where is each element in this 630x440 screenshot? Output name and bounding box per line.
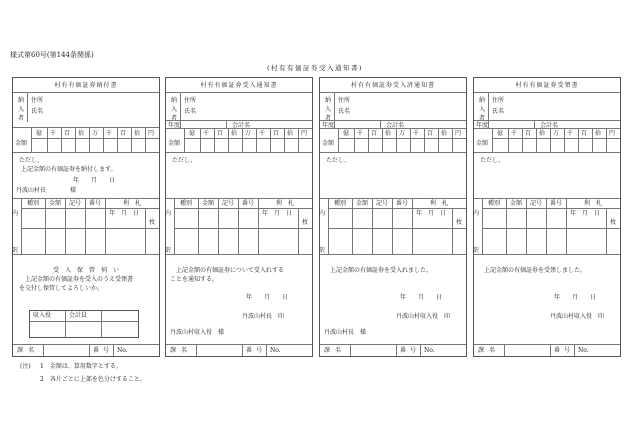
- column-header: 金額: [48, 200, 61, 207]
- rule-line: [328, 208, 466, 209]
- rule-line: [550, 344, 551, 356]
- column-header: 記号: [529, 200, 542, 207]
- column-header: 金額: [201, 200, 214, 207]
- digit-header: 万: [399, 130, 406, 137]
- rule-line: [145, 208, 146, 254]
- rule-line: [328, 228, 466, 229]
- rule-line: [474, 128, 620, 129]
- column-header: 金額: [355, 200, 368, 207]
- proviso-label: ただし、: [480, 157, 505, 164]
- column-header: 利 札: [122, 200, 141, 207]
- digit-header: 千: [50, 130, 57, 137]
- digit-header: 拾: [595, 130, 602, 137]
- rule-line: [474, 92, 620, 93]
- name-label: 氏名: [338, 108, 351, 115]
- rule-line: [242, 344, 243, 356]
- rule-line: [21, 228, 159, 229]
- rule-line: [166, 344, 312, 345]
- signer: 丹波山村長 印: [242, 313, 285, 320]
- addressee: 丹波山村収入役 様: [170, 329, 225, 336]
- rule-line: [166, 128, 312, 129]
- footer-section: 課名: [170, 347, 193, 354]
- rule-line: [75, 128, 76, 152]
- footer-number: 番号: [93, 347, 114, 354]
- digit-header: 千: [511, 130, 518, 137]
- rule-line: [410, 128, 411, 152]
- address-label: 住所: [492, 97, 505, 104]
- rule-line: [13, 127, 159, 128]
- column-header: 種別: [487, 200, 500, 207]
- digit-header: 億: [36, 130, 43, 137]
- rule-line: [184, 138, 312, 139]
- rule-line: [488, 120, 489, 128]
- digit-header: 拾: [134, 130, 141, 137]
- rule-line: [166, 152, 312, 153]
- rule-line: [474, 254, 620, 255]
- seal-label-accountant: 会計員: [69, 312, 88, 319]
- rule-line: [338, 128, 339, 152]
- rule-line: [180, 92, 181, 122]
- rule-line: [452, 128, 453, 152]
- coupon-count: 枚: [610, 219, 617, 226]
- footer-no: No.: [578, 347, 589, 354]
- signer: 丹波山村収入役 印: [396, 313, 451, 320]
- breakdown-label-bottom: 訳: [165, 247, 172, 254]
- receipt-text: 上記金額の有価証券を受領しました。: [484, 267, 587, 274]
- form-number: 様式第60号(第144条関係): [10, 51, 94, 59]
- rule-line: [380, 120, 381, 128]
- rule-line: [284, 128, 285, 152]
- column-header: 種別: [179, 200, 192, 207]
- coupon-date: 年 月 日: [570, 210, 601, 217]
- rule-line: [474, 344, 620, 345]
- rule-line: [368, 128, 369, 152]
- digit-header: 百: [427, 130, 434, 137]
- digit-header: 拾: [539, 130, 546, 137]
- amount-label: 金額: [476, 140, 489, 147]
- rule-line: [338, 138, 466, 139]
- date-line: 年 月 日: [554, 294, 597, 301]
- rule-line: [320, 128, 466, 129]
- rule-line: [424, 128, 425, 152]
- digit-header: 百: [273, 130, 280, 137]
- rule-line: [522, 128, 523, 152]
- coupon-count: 枚: [456, 219, 463, 226]
- rule-line: [452, 208, 453, 254]
- rule-line: [504, 344, 505, 356]
- rule-line: [166, 254, 312, 255]
- date-line: 年 月 日: [73, 177, 116, 184]
- rule-line: [13, 254, 159, 255]
- digit-header: 万: [553, 130, 560, 137]
- note-item-2: 2 各片ごとに上部を色分けすること。: [40, 376, 146, 383]
- digit-header: 万: [92, 130, 99, 137]
- rule-line: [256, 128, 257, 152]
- rule-line: [200, 128, 201, 152]
- panel-title: 村有有価証券受領書: [515, 82, 579, 89]
- footer-section: 課名: [478, 347, 501, 354]
- digit-header: 千: [357, 130, 364, 137]
- rule-line: [13, 152, 159, 153]
- digit-header: 万: [245, 130, 252, 137]
- digit-header: 千: [413, 130, 420, 137]
- rule-line: [482, 228, 620, 229]
- signer: 丹波山村収入役 印: [550, 313, 605, 320]
- digit-header: 百: [371, 130, 378, 137]
- addressee: 丹波山村長 様: [16, 187, 77, 194]
- rule-line: [214, 128, 215, 152]
- payer-label: 納入者: [325, 97, 332, 122]
- footer-no: No.: [424, 347, 435, 354]
- name-label: 氏名: [492, 108, 505, 115]
- digit-header: 億: [497, 130, 504, 137]
- payer-label: 納入者: [18, 97, 25, 122]
- rule-line: [13, 198, 159, 199]
- proviso-label: ただし、: [326, 157, 351, 164]
- digit-header: 百: [525, 130, 532, 137]
- rule-line: [396, 344, 397, 356]
- rule-line: [21, 208, 159, 209]
- coupon-date: 年 月 日: [262, 210, 293, 217]
- year-label: 年度: [168, 122, 181, 129]
- notes-label: (注): [20, 363, 31, 370]
- request-title: 受 入 保 管 伺 い: [52, 267, 119, 274]
- rule-line: [266, 344, 267, 356]
- digit-header: 百: [217, 130, 224, 137]
- column-header: 記号: [221, 200, 234, 207]
- digit-header: 億: [189, 130, 196, 137]
- digit-header: 千: [259, 130, 266, 137]
- rule-line: [492, 138, 620, 139]
- address-label: 住所: [31, 97, 44, 104]
- date-line: 年 月 日: [246, 294, 289, 301]
- rule-line: [145, 128, 146, 152]
- notice-text-1: 上記金額の有価証券を受入れました。: [330, 267, 433, 274]
- rule-line: [474, 198, 620, 199]
- rule-line: [13, 92, 159, 93]
- notice-text-1: 上記金額の有価証券について受入れする: [176, 267, 284, 274]
- addressee: 丹波山村長 様: [324, 329, 367, 336]
- column-header: 金額: [509, 200, 522, 207]
- account-label: 会計名: [232, 122, 251, 129]
- address-label: 住所: [184, 97, 197, 104]
- rule-line: [474, 152, 620, 153]
- date-line: 年 月 日: [400, 294, 443, 301]
- panel-title: 村有有価証券受入通知書: [200, 82, 278, 89]
- year-label: 年度: [322, 122, 335, 129]
- rule-line: [564, 128, 565, 152]
- digit-header: 千: [567, 130, 574, 137]
- rule-line: [89, 344, 90, 356]
- coupon-date: 年 月 日: [109, 210, 140, 217]
- year-label: 年度: [476, 122, 489, 129]
- column-header: 利 札: [275, 200, 294, 207]
- rule-line: [65, 310, 66, 338]
- seal-label-treasurer: 収入役: [33, 312, 52, 319]
- rule-line: [592, 128, 593, 152]
- rule-line: [534, 120, 535, 128]
- column-header: 種別: [333, 200, 346, 207]
- digit-header: 千: [203, 130, 210, 137]
- rule-line: [350, 344, 351, 356]
- panel-2: [165, 77, 313, 357]
- digit-header: 拾: [441, 130, 448, 137]
- rule-line: [47, 128, 48, 152]
- rule-line: [420, 344, 421, 356]
- rule-line: [298, 208, 299, 254]
- column-header: 利 札: [429, 200, 448, 207]
- column-header: 記号: [68, 200, 81, 207]
- note-item-1: 1 金額は、算用数字とする。: [40, 363, 122, 370]
- account-label: 会計名: [540, 122, 559, 129]
- column-header: 利 札: [583, 200, 602, 207]
- rule-line: [27, 92, 28, 122]
- rule-line: [131, 128, 132, 152]
- rule-line: [474, 120, 620, 121]
- name-label: 氏名: [31, 108, 44, 115]
- rule-line: [382, 128, 383, 152]
- digit-header: 円: [301, 130, 308, 137]
- coupon-count: 枚: [149, 219, 156, 226]
- digit-header: 百: [581, 130, 588, 137]
- digit-header: 拾: [231, 130, 238, 137]
- panel-title: 村有有価証券納付書: [54, 82, 118, 89]
- column-header: 番号: [88, 200, 101, 207]
- digit-header: 円: [455, 130, 462, 137]
- payer-label: 納入者: [479, 97, 486, 122]
- rule-line: [196, 344, 197, 356]
- rule-line: [482, 208, 620, 209]
- amount-label: 金額: [322, 140, 335, 147]
- proviso-label: ただし、: [19, 157, 44, 164]
- footer-no: No.: [117, 347, 128, 354]
- rule-line: [113, 344, 114, 356]
- account-label: 会計名: [386, 122, 405, 129]
- rule-line: [174, 228, 312, 229]
- rule-line: [226, 120, 227, 128]
- rule-line: [174, 208, 312, 209]
- footer-number: 番号: [554, 347, 575, 354]
- coupon-count: 枚: [302, 219, 309, 226]
- digit-header: 拾: [78, 130, 85, 137]
- digit-header: 円: [609, 130, 616, 137]
- rule-line: [606, 128, 607, 152]
- breakdown-label-top: 内: [473, 210, 480, 217]
- request-text-1: 上記金額の有価証券を受入のうえ受領書: [25, 276, 134, 283]
- amount-label: 金額: [15, 140, 28, 147]
- proviso-label: ただし、: [172, 157, 197, 164]
- rule-line: [334, 120, 335, 128]
- footer-no: No.: [270, 347, 281, 354]
- rule-line: [180, 120, 181, 128]
- breakdown-label-top: 内: [12, 210, 19, 217]
- rule-line: [270, 128, 271, 152]
- panel-1: [12, 77, 160, 357]
- breakdown-label-bottom: 訳: [319, 247, 326, 254]
- rule-line: [13, 344, 159, 345]
- amount-label: 金額: [168, 140, 181, 147]
- rule-line: [492, 128, 493, 152]
- breakdown-label-bottom: 訳: [12, 247, 19, 254]
- panel-3: [319, 77, 467, 357]
- payer-label: 納入者: [171, 97, 178, 122]
- digit-header: 億: [343, 130, 350, 137]
- rule-line: [536, 128, 537, 152]
- panel-4: [473, 77, 621, 357]
- address-label: 住所: [338, 97, 351, 104]
- digit-header: 百: [120, 130, 127, 137]
- digit-header: 拾: [385, 130, 392, 137]
- notice-text-2: ことを通知する。: [170, 276, 219, 283]
- footer-section: 課名: [324, 347, 347, 354]
- rule-line: [166, 92, 312, 93]
- rule-line: [550, 128, 551, 152]
- rule-line: [438, 128, 439, 152]
- rule-line: [61, 128, 62, 152]
- rule-line: [117, 128, 118, 152]
- rule-line: [166, 198, 312, 199]
- footer-number: 番号: [400, 347, 421, 354]
- rule-line: [43, 344, 44, 356]
- rule-line: [31, 128, 32, 152]
- column-header: 番号: [549, 200, 562, 207]
- rule-line: [89, 128, 90, 152]
- rule-line: [320, 254, 466, 255]
- rule-line: [320, 198, 466, 199]
- rule-line: [184, 128, 185, 152]
- rule-line: [242, 128, 243, 152]
- digit-header: 円: [148, 130, 155, 137]
- rule-line: [354, 128, 355, 152]
- rule-line: [320, 120, 466, 121]
- rule-line: [228, 128, 229, 152]
- rule-line: [166, 120, 312, 121]
- breakdown-label-top: 内: [165, 210, 172, 217]
- rule-line: [578, 128, 579, 152]
- footer-number: 番号: [246, 347, 267, 354]
- digit-header: 百: [64, 130, 71, 137]
- breakdown-label-bottom: 訳: [473, 247, 480, 254]
- breakdown-label-top: 内: [319, 210, 326, 217]
- form-subtitle: (村有有価証券受入通知書): [266, 64, 364, 72]
- rule-line: [396, 128, 397, 152]
- name-label: 氏名: [184, 108, 197, 115]
- panel-title: 村有有価証券受入済通知書: [350, 82, 435, 89]
- digit-header: 千: [106, 130, 113, 137]
- rule-line: [320, 344, 466, 345]
- rule-line: [334, 92, 335, 122]
- request-text-2: を交付し保管してよろしいか。: [19, 285, 104, 292]
- rule-line: [298, 128, 299, 152]
- coupon-date: 年 月 日: [416, 210, 447, 217]
- rule-line: [101, 310, 102, 338]
- rule-line: [606, 208, 607, 254]
- rule-line: [29, 321, 139, 322]
- column-header: 記号: [375, 200, 388, 207]
- rule-line: [574, 344, 575, 356]
- rule-line: [508, 128, 509, 152]
- rule-line: [31, 138, 159, 139]
- digit-header: 拾: [287, 130, 294, 137]
- column-header: 番号: [241, 200, 254, 207]
- column-header: 番号: [395, 200, 408, 207]
- rule-line: [103, 128, 104, 152]
- rule-line: [488, 92, 489, 122]
- footer-section: 課名: [17, 347, 40, 354]
- pay-statement: 上記金額の有価証券を納付します。: [21, 166, 117, 173]
- rule-line: [320, 92, 466, 93]
- rule-line: [320, 152, 466, 153]
- column-header: 種別: [26, 200, 39, 207]
